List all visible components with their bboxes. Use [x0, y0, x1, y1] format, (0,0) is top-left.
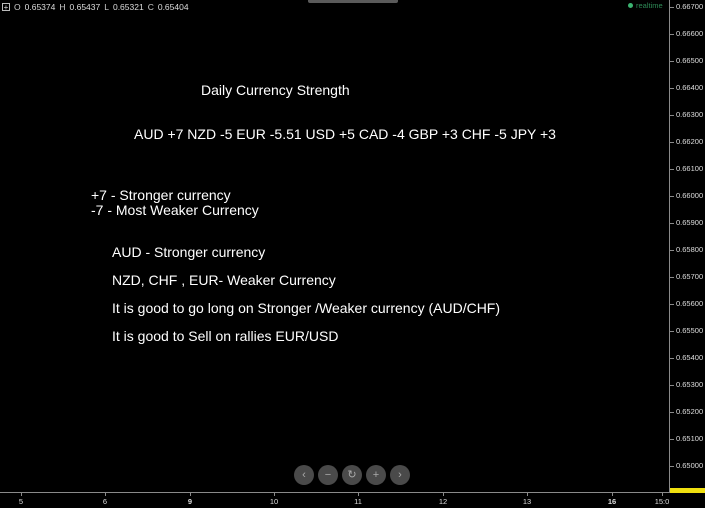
x-tick-label: 6 [102, 497, 108, 506]
open-label: O [14, 2, 21, 12]
x-tick [612, 493, 613, 496]
top-panel-handle[interactable] [308, 0, 398, 3]
annotation-note-4: It is good to Sell on rallies EUR/USD [112, 328, 339, 344]
y-tick [670, 7, 674, 8]
low-value: 0.65321 [112, 2, 144, 12]
time-axis[interactable] [0, 492, 705, 508]
high-value: 0.65437 [69, 2, 101, 12]
y-tick [670, 277, 674, 278]
x-tick-label: 10 [269, 497, 279, 506]
x-tick-label: 13 [522, 497, 532, 506]
y-tick-label: 0.65400 [676, 353, 704, 362]
low-label: L [104, 2, 109, 12]
y-tick [670, 88, 674, 89]
x-tick-label: 12 [438, 497, 448, 506]
y-tick [670, 34, 674, 35]
annotation-legend-weak: -7 - Most Weaker Currency [91, 202, 259, 218]
y-tick [670, 115, 674, 116]
y-tick-label: 0.65900 [676, 218, 704, 227]
x-tick [443, 493, 444, 496]
annotation-strength-line: AUD +7 NZD -5 EUR -5.51 USD +5 CAD -4 GBP +3 CHF -5 JPY +3 [134, 126, 556, 142]
y-tick [670, 439, 674, 440]
x-tick-label: 5 [18, 497, 24, 506]
current-price-marker [670, 488, 705, 493]
annotation-note-1: AUD - Stronger currency [112, 244, 266, 260]
x-tick-label: 11 [354, 497, 362, 506]
realtime-dot-icon [628, 3, 633, 8]
y-tick-label: 0.65600 [676, 299, 704, 308]
close-value: 0.65404 [157, 2, 189, 12]
x-tick [105, 493, 106, 496]
y-tick [670, 169, 674, 170]
y-tick [670, 412, 674, 413]
y-tick-label: 0.66100 [676, 164, 704, 173]
y-tick [670, 304, 674, 305]
reset-icon[interactable]: ↻ [342, 465, 362, 485]
price-axis[interactable] [669, 0, 705, 492]
y-tick-label: 0.66600 [676, 29, 704, 38]
y-tick [670, 142, 674, 143]
chevron-left-icon[interactable]: ‹ [294, 465, 314, 485]
y-tick-label: 0.65000 [676, 461, 704, 470]
x-tick [527, 493, 528, 496]
chart-navigation [294, 465, 410, 485]
x-tick [662, 493, 663, 496]
y-tick-label: 0.66000 [676, 191, 704, 200]
x-tick [358, 493, 359, 496]
y-tick-label: 0.66200 [676, 137, 704, 146]
realtime-label: realtime [636, 1, 663, 10]
x-tick-label: 9 [187, 497, 193, 506]
y-tick-label: 0.65100 [676, 434, 704, 443]
y-tick-label: 0.65200 [676, 407, 704, 416]
high-label: H [59, 2, 66, 12]
close-label: C [147, 2, 154, 12]
x-tick [274, 493, 275, 496]
expand-icon[interactable]: + [3, 3, 9, 12]
y-tick [670, 385, 674, 386]
chevron-right-icon[interactable]: › [390, 465, 410, 485]
y-tick-label: 0.65700 [676, 272, 704, 281]
y-tick [670, 223, 674, 224]
y-tick-label: 0.66400 [676, 83, 704, 92]
realtime-indicator [628, 1, 663, 10]
annotation-note-3: It is good to go long on Stronger /Weaker currency (AUD/CHF) [112, 300, 501, 316]
y-tick [670, 466, 674, 467]
open-value: 0.65374 [24, 2, 56, 12]
zoom-out-icon[interactable]: − [318, 465, 338, 485]
ohlc-readout [2, 1, 189, 13]
y-tick [670, 250, 674, 251]
y-tick [670, 331, 674, 332]
x-tick-label: 16 [607, 497, 617, 506]
x-tick [190, 493, 191, 496]
x-tick [21, 493, 22, 496]
annotation-legend-strong: +7 - Stronger currency [91, 187, 231, 203]
annotation-title: Daily Currency Strength [201, 82, 350, 98]
x-tick-label: 15:0 [654, 497, 670, 506]
y-tick-label: 0.66300 [676, 110, 704, 119]
annotation-note-2: NZD, CHF , EUR- Weaker Currency [112, 272, 336, 288]
y-tick-label: 0.66700 [676, 2, 704, 11]
y-tick-label: 0.65800 [676, 245, 704, 254]
y-tick-label: 0.66500 [676, 56, 704, 65]
y-tick [670, 358, 674, 359]
y-tick [670, 61, 674, 62]
y-tick-label: 0.65500 [676, 326, 704, 335]
y-tick [670, 196, 674, 197]
zoom-in-icon[interactable]: + [366, 465, 386, 485]
y-tick-label: 0.65300 [676, 380, 704, 389]
